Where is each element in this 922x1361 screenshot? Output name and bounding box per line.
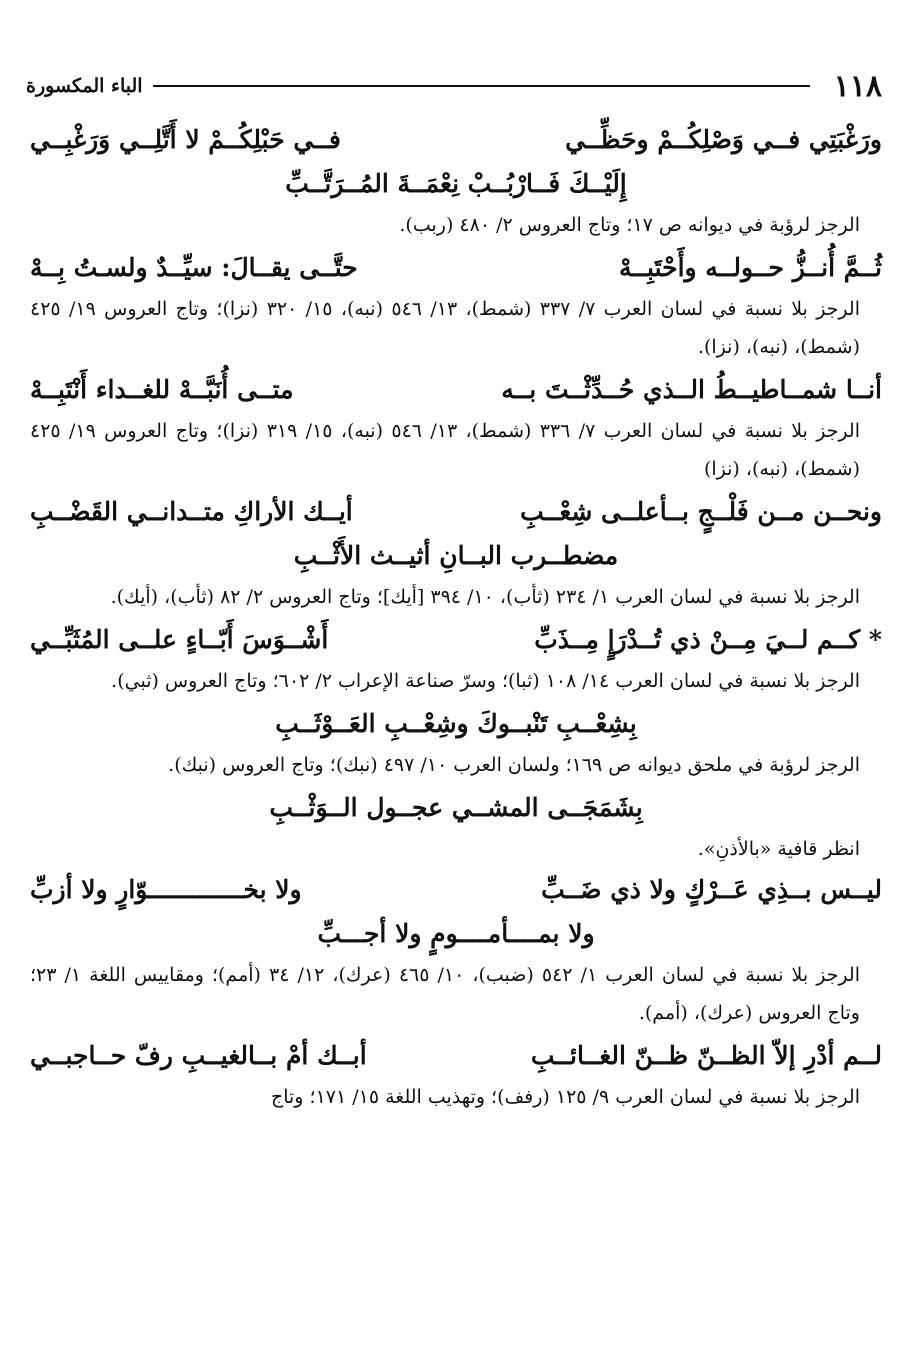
verse-line	[30, 1034, 882, 1078]
hemistich-single: بِشَمَجَــى المشــي عجــول الــوَثْــبِ	[269, 793, 643, 822]
verse-line	[30, 490, 882, 534]
running-title: الباء المكسورة	[26, 75, 143, 97]
verse-line	[30, 162, 882, 206]
hemistich-second: حتَّــى يقــالَ: سيِّــدٌ ولسـتُ بِــهْ	[30, 253, 358, 282]
citation-note: الرجز لرؤبة في ملحق ديوانه ص ١٦٩؛ ولسان العرب ١٠/ ٤٩٧ (نبك)؛ وتاج العروس (نبك).	[168, 754, 860, 776]
hemistich-first: ليــس بــذِي عَــرْكٍ ولا ذي ضَــبِّ	[541, 875, 882, 904]
poem-entry	[30, 118, 882, 244]
poem-entry	[30, 246, 882, 366]
poem-entry	[30, 618, 882, 700]
citation-note: الرجز لرؤبة في ديوانه ص ١٧؛ وتاج العروس ٢/ ٤٨٠ (ربب).	[399, 214, 860, 236]
hemistich-second: أيــك الأراكِ متــدانــي القَضْــبِ	[30, 497, 353, 526]
poem-entry	[30, 786, 882, 868]
verse-line	[30, 118, 882, 162]
citation-note: الرجز بلا نسبة في لسان العرب ١/ ٢٣٤ (ثأب)، ١٠/ ٣٩٤ [أيك]؛ وتاج العروس ٢/ ٨٢ (ثأب)، (أيك).	[110, 586, 860, 608]
page-number: ١١٨	[833, 68, 882, 104]
page-content	[30, 118, 882, 1118]
hemistich-first: أنــا شمــاطيــطُ الــذي حُــدِّثْــتَ بــه	[501, 375, 882, 404]
hemistich-single: مضطــرب البــانِ أثيــث الأَثْــبِ	[293, 541, 619, 570]
citation-note: الرجز بلا نسبة في لسان العرب ١٤/ ١٠٨ (ثبا)؛ وسرّ صناعة الإعراب ٢/ ٦٠٢؛ وتاج العروس (ثبي).	[111, 670, 860, 692]
verse-line	[30, 534, 882, 578]
citation-note: الرجز بلا نسبة في لسان العرب ٩/ ١٢٥ (رفف)؛ وتهذيب اللغة ١٥/ ١٧١؛ وتاج	[270, 1086, 860, 1108]
header-rule	[153, 85, 810, 87]
hemistich-first: * كــم لــيَ مِــنْ ذي تُــدْرَإٍ مِــذَبِّ	[534, 625, 882, 654]
verse-line	[30, 868, 882, 912]
verse-line	[30, 368, 882, 412]
poem-entry	[30, 1034, 882, 1116]
hemistich-second: ولا بخـــــــــــــوّارٍ ولا أزبِّ	[30, 875, 302, 904]
verse-line	[30, 618, 882, 662]
hemistich-single: بِشِعْــبِ تَنْبــوكَ وشِعْــبِ العَــوْثَــبِ	[275, 709, 637, 738]
poem-entry	[30, 868, 882, 1032]
hemistich-single: ولا بمــــأمــــومٍ ولا أجـــبِّ	[317, 919, 595, 948]
citation-note: الرجز بلا نسبة في لسان العرب ١/ ٥٤٢ (ضبب)، ١٠/ ٤٦٥ (عرك)، ١٢/ ٣٤ (أمم)؛ ومقاييس اللغة ١/ ٢٣؛ وتاج العروس (عرك)، (أمم).	[30, 964, 860, 1024]
hemistich-second: أبــك أمْ بــالغيــبِ رفّ حــاجبــي	[30, 1041, 367, 1070]
verse-line	[30, 702, 882, 746]
citation-note: الرجز بلا نسبة في لسان العرب ٧/ ٣٣٧ (شمط)، ١٣/ ٥٤٦ (نبه)، ١٥/ ٣٢٠ (نزا)؛ وتاج العروس ١٩/ ٤٢٥ (شمط)، (نبه)، (نزا).	[30, 298, 860, 358]
hemistich-first: ورَغْبَتِي فــي وَصْلِكُــمْ وحَظِّــي	[565, 125, 882, 154]
hemistich-single: إِلَيْــكَ فَــارْبُــبْ نِعْمَــةَ المُــرَتَّــبِّ	[285, 169, 627, 198]
citation-note: الرجز بلا نسبة في لسان العرب ٧/ ٣٣٦ (شمط)، ١٣/ ٥٤٦ (نبه)، ١٥/ ٣١٩ (نزا)؛ وتاج العروس ١٩/ ٤٢٥ (شمط)، (نبه)، (نزا)	[30, 420, 860, 480]
hemistich-first: لــم أدْرِ إلاّ الظــنّ ظــنّ الغــائــبِ	[530, 1041, 882, 1070]
citation-note: انظر قافية «بالأذنِ».	[697, 838, 860, 860]
verse-line	[30, 912, 882, 956]
verse-line	[30, 786, 882, 830]
hemistich-second: متــى أُنَبَّــهْ للغــداء أَنْتَبِــهْ	[30, 375, 294, 404]
poem-entry	[30, 368, 882, 488]
hemistich-first: ونحــن مــن فَلْــجٍ بــأعلــى شِعْــبِ	[520, 497, 882, 526]
verse-line	[30, 246, 882, 290]
hemistich-second: فــي حَبْلِكُــمْ لا أَتَّلِــي وَرَغْبِــي	[30, 125, 341, 154]
poem-entry	[30, 702, 882, 784]
page-header	[26, 66, 882, 106]
poem-entry	[30, 490, 882, 616]
hemistich-second: أَشْــوَسَ أَبّــاءٍ علــى المُثَبِّــي	[30, 625, 329, 654]
hemistich-first: ثُــمَّ أُنــزُّ حــولــه وأَحْتَبِــهْ	[618, 253, 882, 282]
